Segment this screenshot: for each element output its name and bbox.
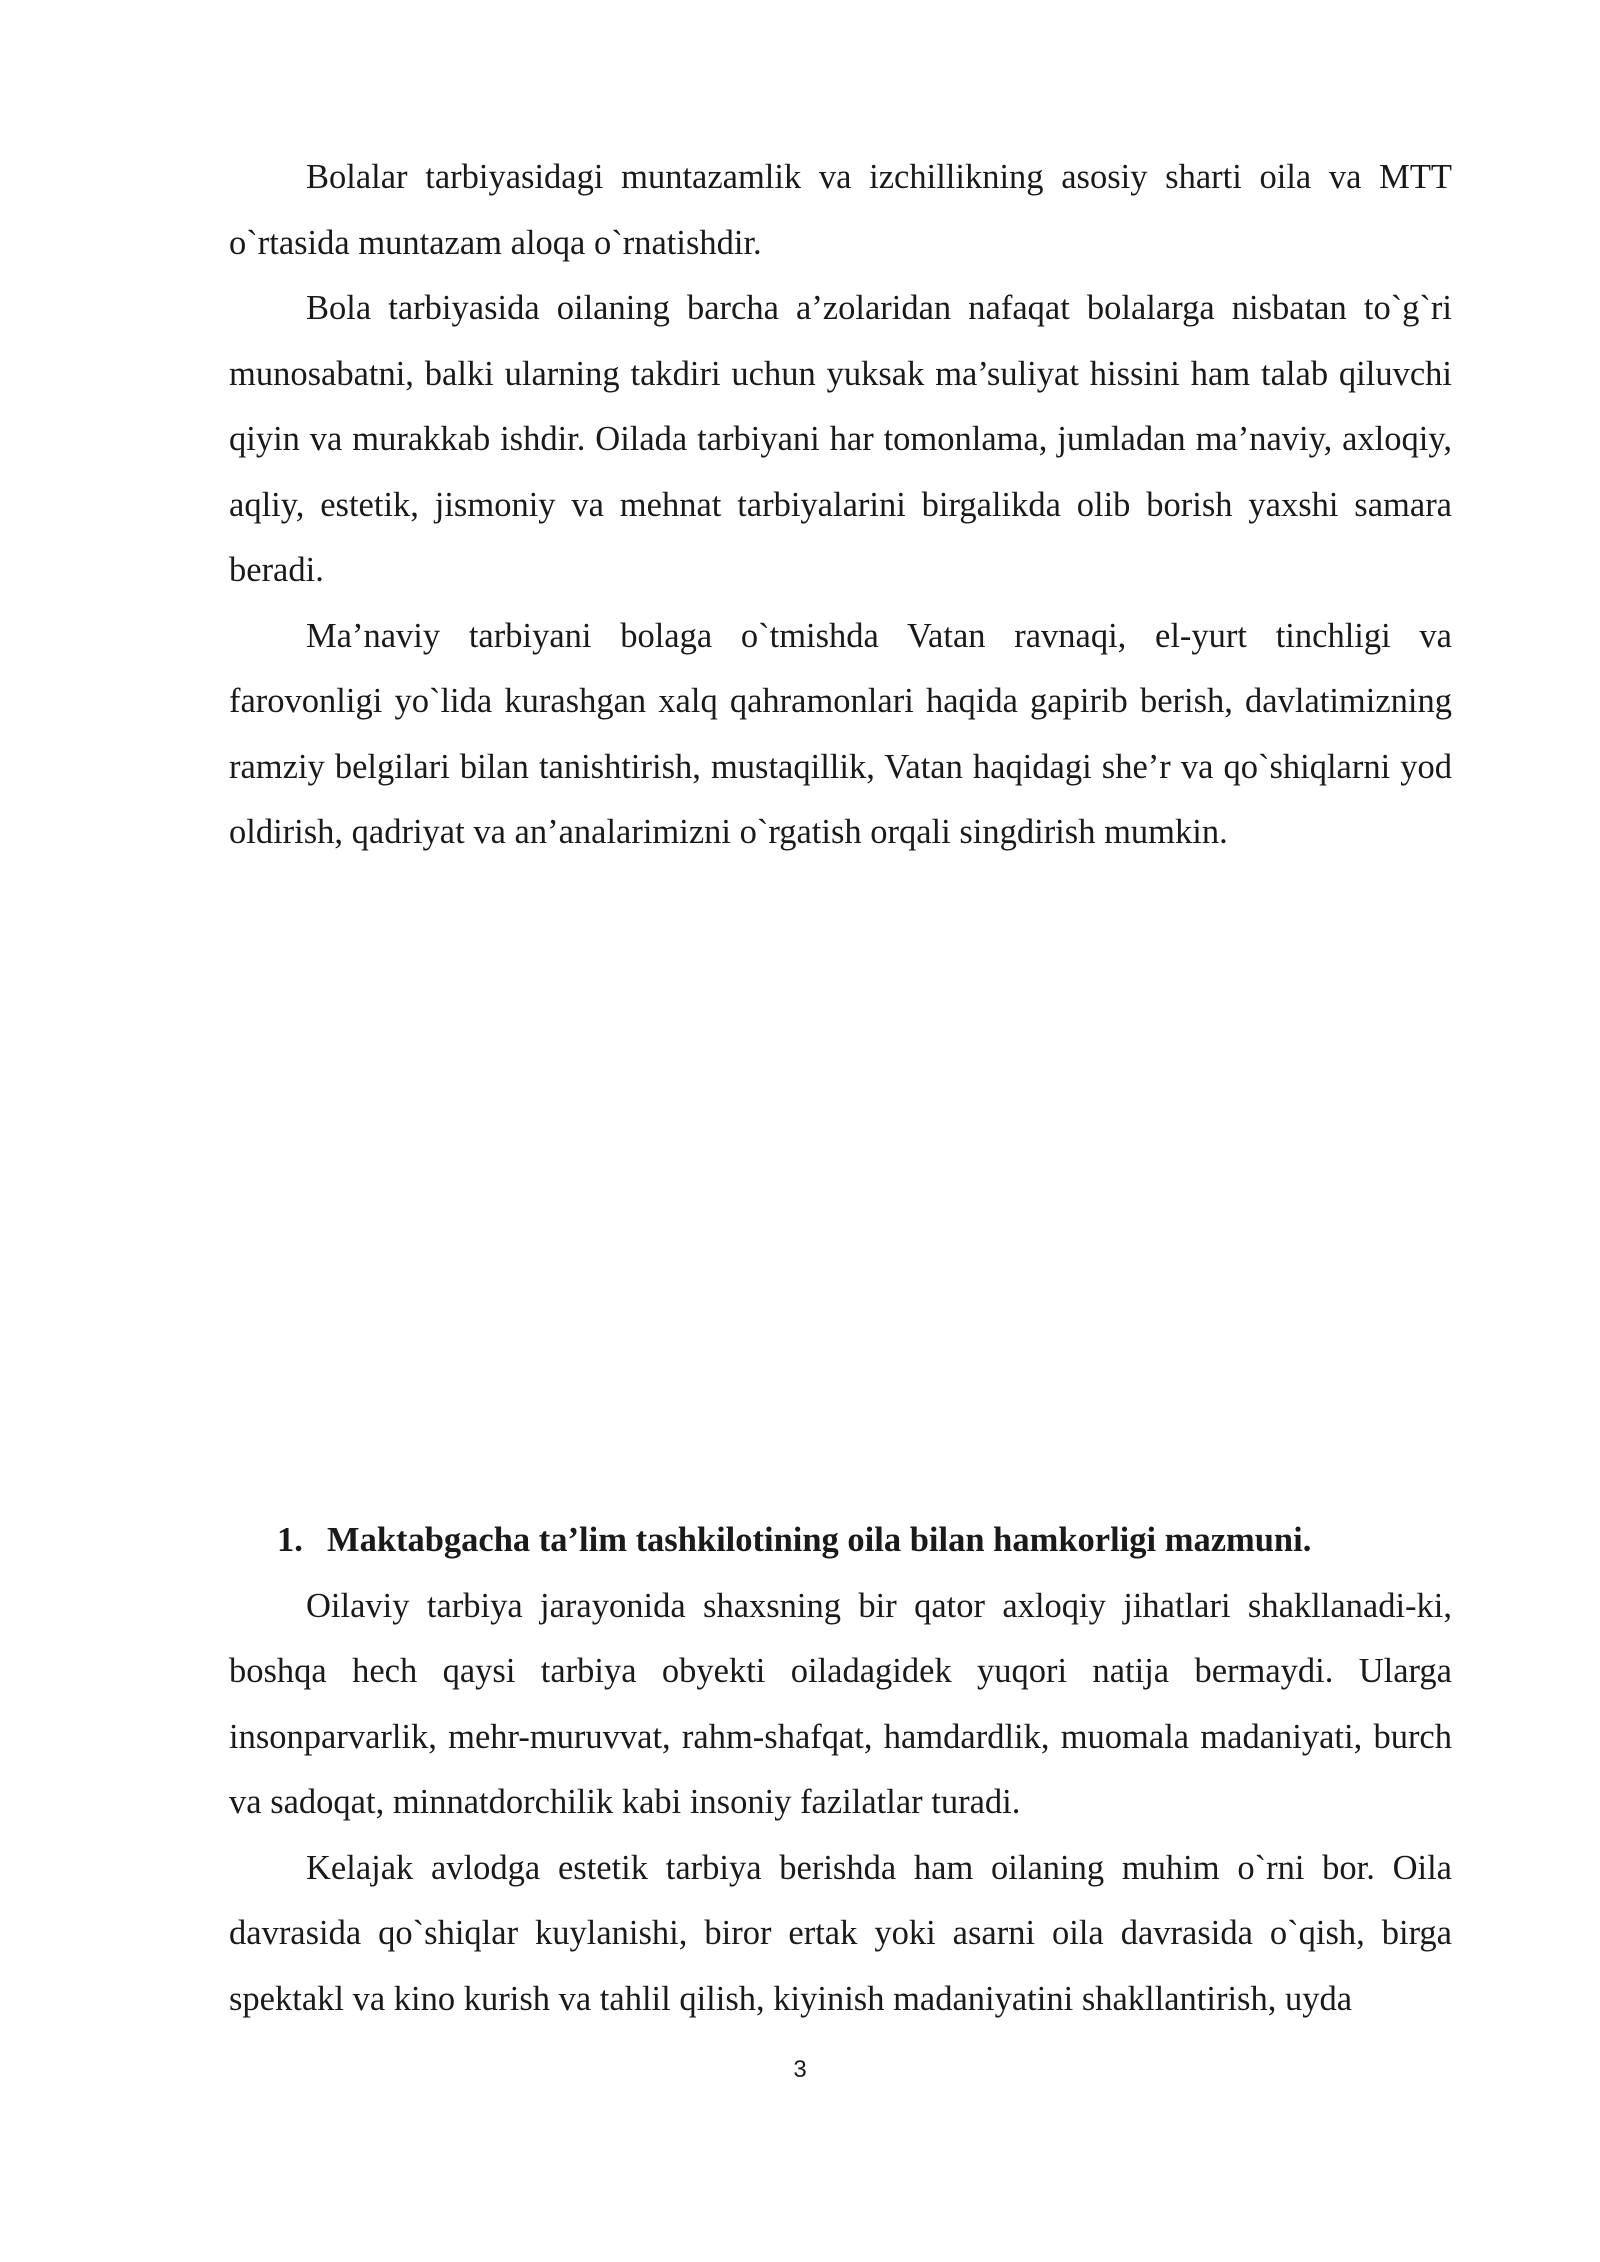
- section-heading-title: Maktabgacha ta’lim tashkilotining oila bilan hamkorligi mazmuni.: [327, 1521, 1312, 1559]
- body-text-bottom: [229, 1508, 1452, 2032]
- paragraph: Bolalar tarbiyasidagi muntazamlik va izchillikning asosiy sharti oila va MTT o`rtasida muntazam aloqa o`rnatishdir.: [229, 158, 1452, 262]
- paragraph: Kelajak avlodga estetik tarbiya berishda ham oilaning muhim o`rni bor. Oila davrasida qo`shiqlar kuylanishi, biror ertak yoki asarni oila davrasida o`qish, birga spektakl va kino kurish va tahlil qilish, kiyinish madaniyatini shakllantirish, uyda: [229, 1848, 1452, 2018]
- section-heading-number: 1.: [277, 1521, 303, 1559]
- section-heading: [229, 1508, 1452, 1574]
- page-number: 3: [793, 2056, 807, 2083]
- paragraph: Ma’naviy tarbiyani bolaga o`tmishda Vatan ravnaqi, el-yurt tinchligi va farovonligi yo`lida kurashgan xalq qahramonlari haqida gapirib berish, davlatimizning ramziy belgilari bilan tanishtirish, mustaqillik, Vatan haqidagi she’r va qo`shiqlarni yod oldirish, qadriyat va an’analarimizni o`rgatish orqali singdirish mumkin.: [229, 616, 1452, 851]
- body-text-top: [229, 145, 1452, 866]
- paragraph: Oilaviy tarbiya jarayonida shaxsning bir qator axloqiy jihatlari shakllanadi-ki, boshqa hech qaysi tarbiya obyekti oiladagidek yuqori natija bermaydi. Ularga insonparvarlik, mehr-muruvvat, rahm-shafqat, hamdardlik, muomala madaniyati, burch va sadoqat, minnatdorchilik kabi insoniy fazilatlar turadi.: [229, 1586, 1452, 1821]
- paragraph: Bola tarbiyasida oilaning barcha a’zolaridan nafaqat bolalarga nisbatan to`g`ri munosabatni, balki ularning takdiri uchun yuksak ma’suliyat hissini ham talab qiluvchi qiyin va murakkab ishdir. Oilada tarbiyani har tomonlama, jumladan ma’naviy, axloqiy, aqliy, estetik, jismoniy va mehnat tarbiyalarini birgalikda olib borish yaxshi samara beradi.: [229, 289, 1452, 589]
